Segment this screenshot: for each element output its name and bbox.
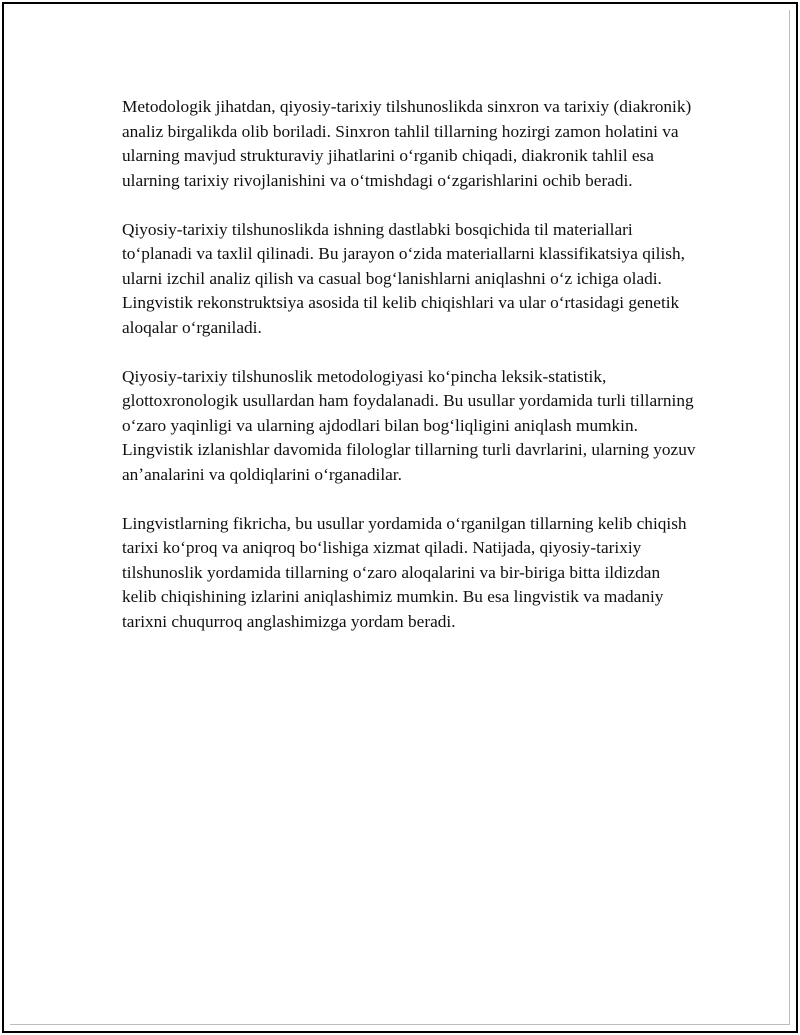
- document-body: [122, 95, 697, 659]
- document-page: [2, 2, 798, 1033]
- paragraph-2: Qiyosiy-tarixiy tilshunoslikda ishning dastlabki bosqichida til materiallari toʻplanadi va taxlil qilinadi. Bu jarayon oʻzida materiallarni klassifikatsiya qilish, ularni izchil analiz qilish va casual bogʻlanishlarni aniqlashni oʻz ichiga oladi. Lingvistik rekonstruktsiya asosida til kelib chiqishlari va ular oʻrtasidagi genetik aloqalar oʻrganiladi.: [122, 219, 685, 337]
- paragraph-4: Lingvistlarning fikricha, bu usullar yordamida oʻrganilgan tillarning kelib chiqish tarixi koʻproq va aniqroq boʻlishiga xizmat qiladi. Natijada, qiyosiy-tarixiy tilshunoslik yordamida tillarning oʻzaro aloqalarini va bir-biriga bitta ildizdan kelib chiqishining izlarini aniqlashimiz mumkin. Bu esa lingvistik va madaniy tarixni chuqurroq anglashimizga yordam beradi.: [122, 513, 687, 631]
- paragraph-3: Qiyosiy-tarixiy tilshunoslik metodologiyasi koʻpincha leksik-statistik, glottoxronologik usullardan ham foydalanadi. Bu usullar yordamida turli tillarning oʻzaro yaqinligi va ularning ajdodlari bilan bogʻliqligini aniqlash mumkin. Lingvistik izlanishlar davomida filologlar tillarning turli davrlarini, ularning yozuv anʼanalarini va qoldiqlarini oʻrganadilar.: [122, 366, 696, 484]
- paragraph-1: Metodologik jihatdan, qiyosiy-tarixiy tilshunoslikda sinxron va tarixiy (diakronik) analiz birgalikda olib boriladi. Sinxron tahlil tillarning hozirgi zamon holatini va ularning mavjud strukturaviy jihatlarini oʻrganib chiqadi, diakronik tahlil esa ularning tarixiy rivojlanishini va oʻtmishdagi oʻzgarishlarini ochib beradi.: [122, 97, 692, 190]
